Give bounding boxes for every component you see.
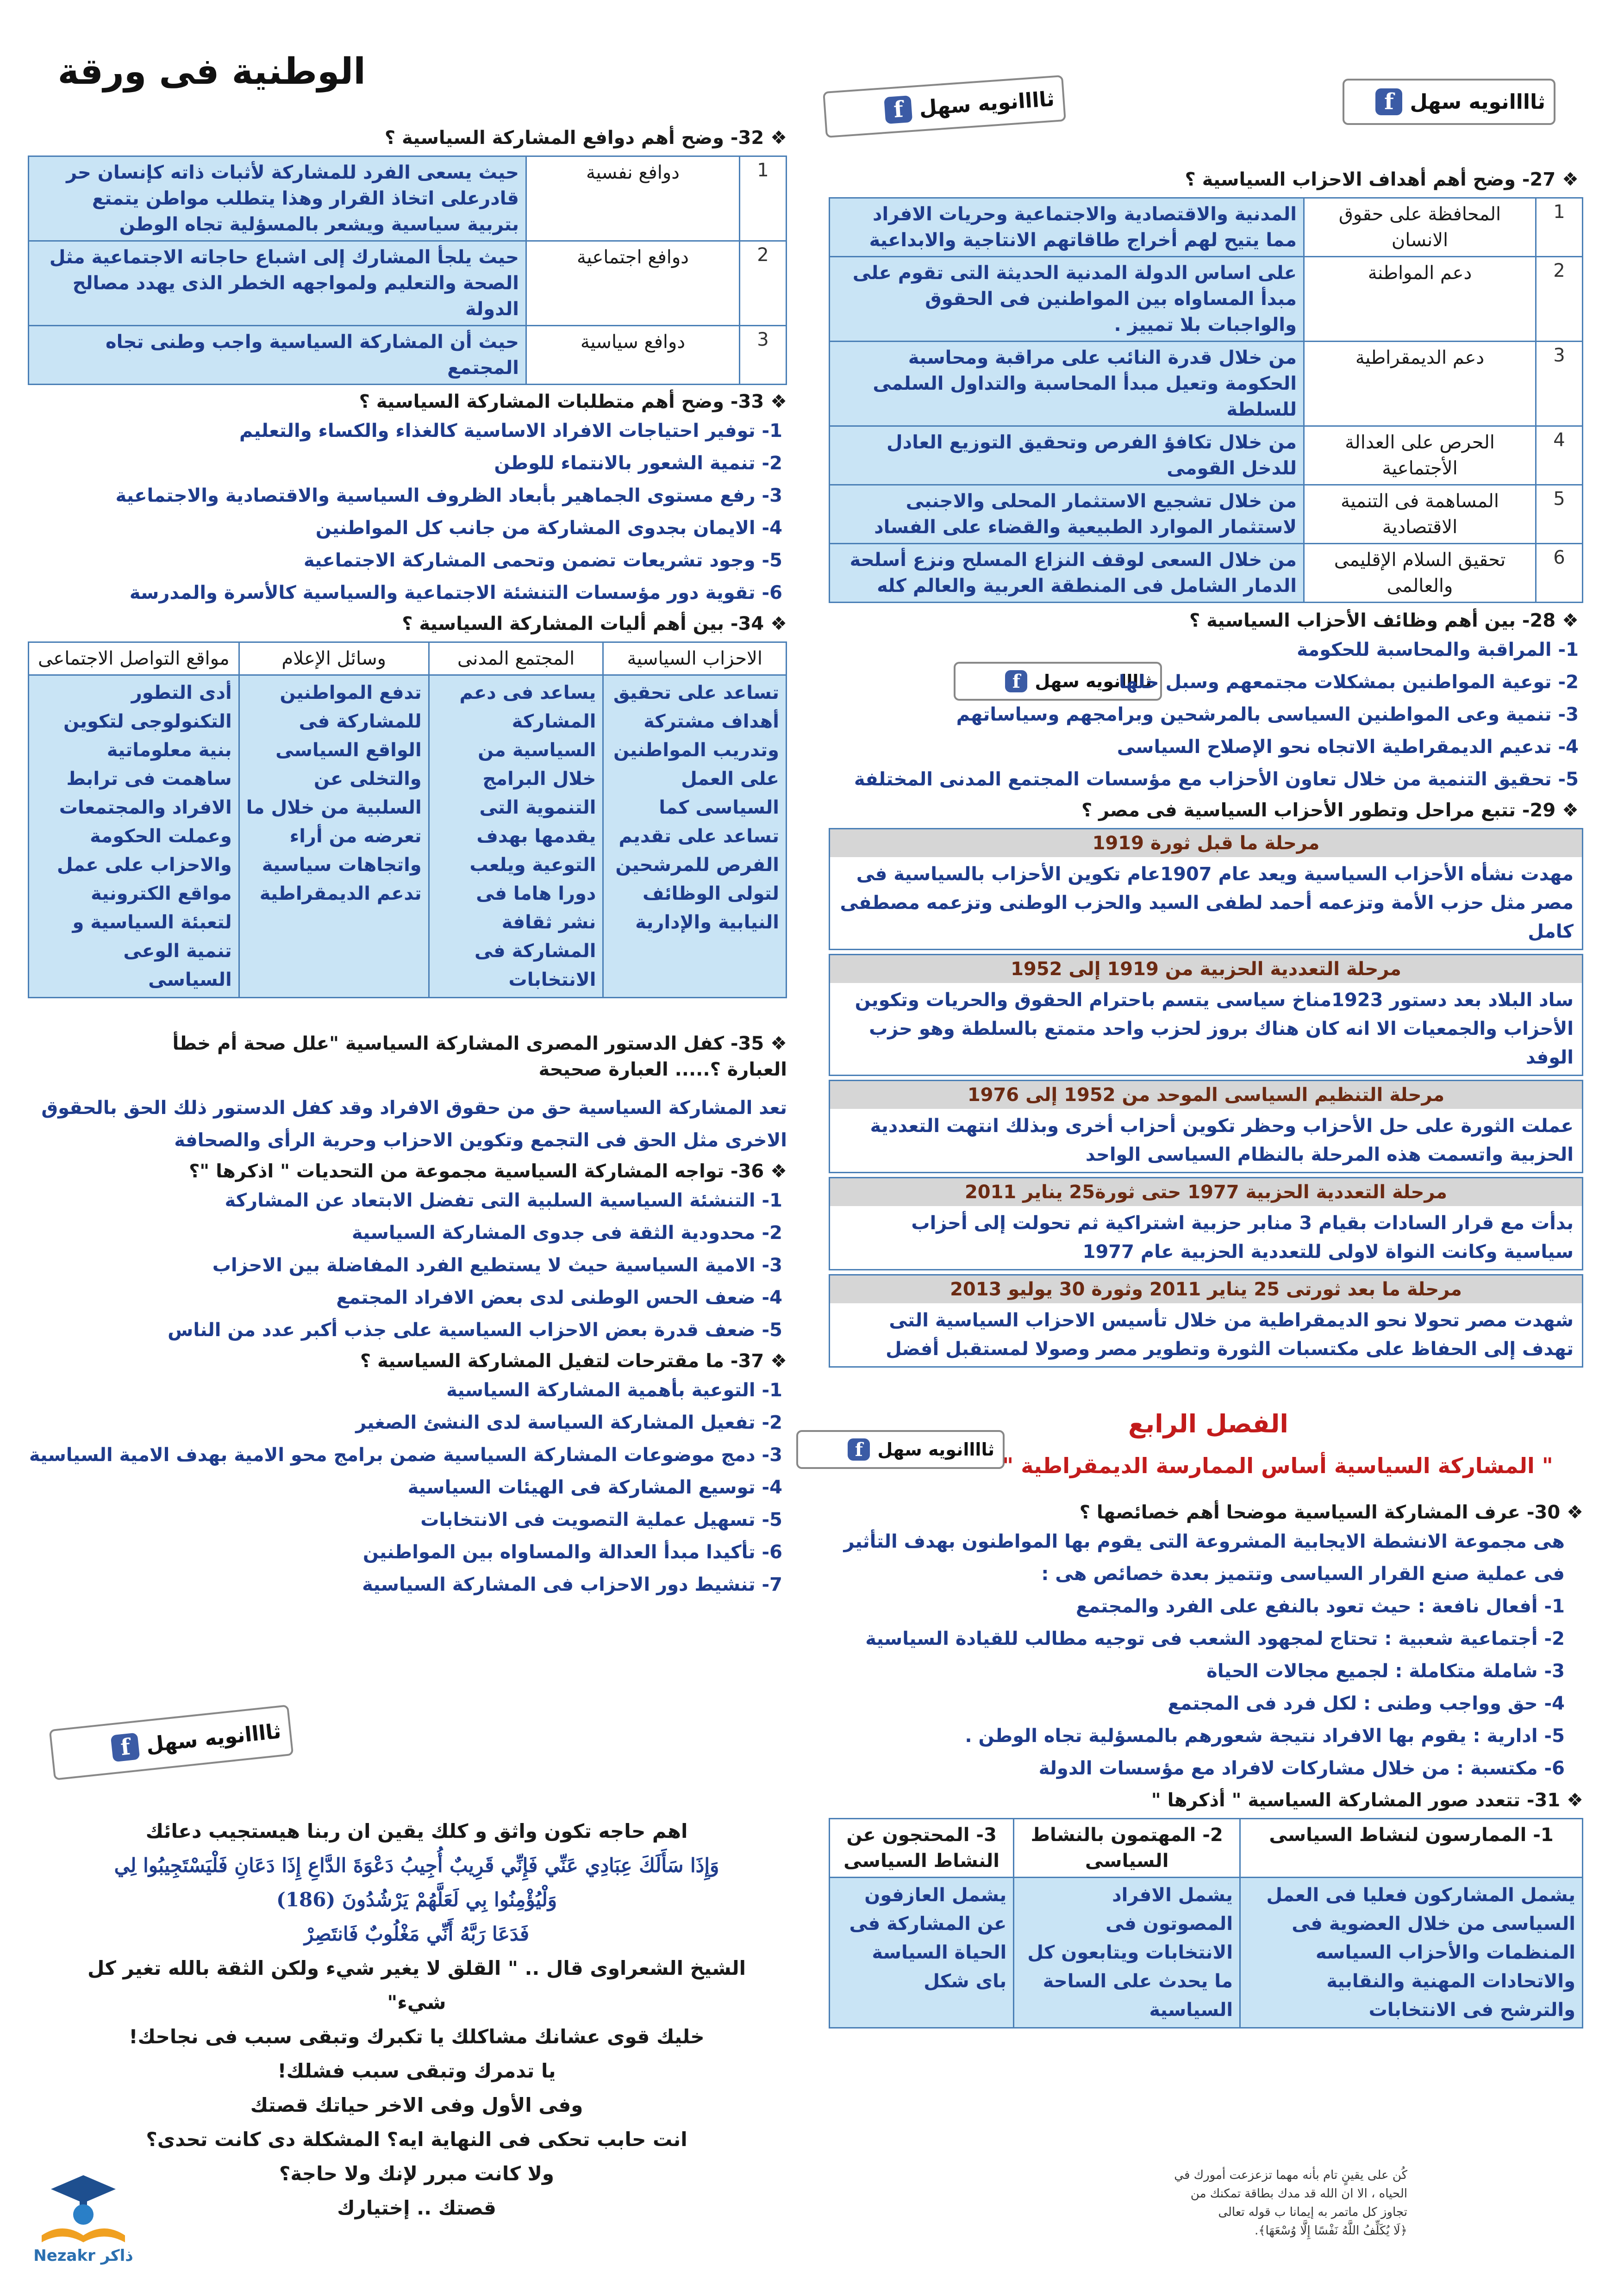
stage-box	[829, 1274, 1583, 1368]
table-row	[830, 198, 1583, 257]
list-item: 2- أجتماعية شعبية : تحتاج لمجهود الشعب فى توجيه مطالب للقيادة السياسية	[865, 1628, 1565, 1649]
row-number: 2	[1536, 257, 1583, 342]
verse-line: فَدَعَا رَبَّهُ أَنِّي مَغْلُوبٌ فَانتَصِرْ	[304, 1923, 530, 1945]
list-item: 4- الايمان بجدوى المشاركة من جانب كل المواطنين	[315, 517, 782, 539]
q28-list	[829, 634, 1583, 796]
column-header: المجتمع المدنى	[429, 642, 603, 675]
list-item: 3- تنمية وعى المواطنين السياسى بالمرشحين وبرامجهم وسياساتهم	[956, 704, 1579, 725]
closing-line: ولا كانت مبرر لإنك ولا حاجة؟	[279, 2162, 555, 2185]
closing-line: اهم حاجه تكون واثق و كلك يقين ان ربنا هيستجيب دعائك	[145, 1820, 688, 1842]
brand-badge-text: ثاااانويه سهل	[877, 1439, 994, 1460]
closing-line: وفى الأول وفى الاخر حياتك قصتك	[250, 2094, 583, 2116]
closing-line: خليك قوى عشانك مشاكلك يا تكبرك وتبقى سبب فى نجاحك!	[129, 2025, 705, 2048]
column-header: الاحزاب السياسية	[603, 642, 787, 675]
column-header: 1- الممارسون لنشاط السياسى	[1240, 1819, 1583, 1878]
column-cell: يشمل المشاركون فعليا فى العمل السياسى من خلال العضوية فى المنظمات والأحزاب السياسه والاتحادات المهنية والنقابية والترشح فى الانتخابات	[1240, 1878, 1583, 2028]
facebook-icon: f	[1005, 670, 1027, 692]
column-header: 3- المحتجون عن النشاط السياسى	[830, 1819, 1014, 1878]
column-cell: أدى التطور التكنولوجى لتكوين بنية معلوماتية ساهمت فى ترابط الافراد والمجتمعات وعملت الحكومة والاحزاب على عمل مواقع الكترونية لتعبئة السياسية و تنمية الوعى السياسى	[29, 675, 239, 998]
row-description: حيث يلجأ المشارك إلى اشباع حاجاته الاجتماعية مثل الصحة والتعليم ولمواجهه الخطر الذى يهدد مصالح الدولة	[29, 241, 526, 326]
footer-line: تجاوز كل ماتمر به إيمانا ب قوله تعالى	[1218, 2205, 1407, 2219]
brand-badge-text: ثاااانويه سهل	[1410, 90, 1545, 114]
logo-caption: Nezakr ذاكر	[33, 2246, 133, 2265]
stage-box	[829, 828, 1583, 950]
q27-table	[829, 197, 1583, 603]
stage-text: مهدت نشأه الأحزاب السياسية ويعد عام 1907عام تكوين الأحزاب بالسياسية فى مصر مثل حزب الأمة وتزعمه أحمد لطفى السيد والحزب الوطنى وتزعمه مصطفى كامل	[840, 864, 1574, 942]
column-header: مواقع التواصل الاجتماعى	[29, 642, 239, 675]
row-number: 3	[1536, 342, 1583, 426]
table-row	[830, 342, 1583, 426]
list-item: 7- تنشيط دور الاحزاب فى المشاركة السياسية	[362, 1574, 782, 1595]
q36-list	[28, 1184, 787, 1346]
column-cell: يشمل الافراد المصوتون فى الانتخابات ويتابعون كل ما يحدث على الساحة السياسية	[1014, 1878, 1240, 2028]
list-item: 2- تنمية الشعور بالانتماء للوطن	[494, 453, 782, 474]
closing-lines	[69, 2020, 764, 2225]
stage-text: ساد البلاد بعد دستور 1923مناخ سياسى يتسم باحترام الحقوق والحريات وتكوين الأحزاب والجمعيات الا انه كان هناك بروز لحزب واحد متمتع بالسلطة وهو حزب الوفد	[855, 989, 1574, 1068]
list-item: 1- أفعال نافعة : حيث تعود بالنفع على الفرد والمجتمع	[1075, 1596, 1565, 1617]
verse-line: وَلْيُؤْمِنُوا بِي لَعَلَّهُمْ يَرْشُدُونَ (186)	[276, 1888, 557, 1911]
list-item: 4- توسيع المشاركة فى الهيئات السياسية	[407, 1477, 782, 1498]
q29-title: ❖ 29- تتبع مراحل وتطور الأحزاب السياسية فى مصر ؟	[1081, 800, 1579, 821]
row-description: من خلال تشجيع الاستثمار المحلى والاجنبى لاستثمار الموارد الطبيعية والقضاء على الفساد	[830, 485, 1304, 544]
column-cell: يساعد فى دعم المشاركة السياسية من خلال البرامج التنموية التى يقدمها بهدف التوعية ويلعب دورا هاما فى نشر ثقافة المشاركة فى الانتخابات	[429, 675, 603, 998]
list-item: 5- ضعف قدرة بعض الاحزاب السياسية على جذب أكبر عدد من الناس	[168, 1319, 782, 1341]
list-item: 3- الامية السياسية حيث لا يستطيع الفرد المفاضلة بين الاحزاب	[212, 1255, 782, 1276]
list-item: 5- وجود تشريعات تضمن وتحمى المشاركة الاجتماعية	[303, 550, 782, 571]
footer-line: الحياه ، الا ان الله قد مدك بطاقة تمكنك من	[1190, 2187, 1407, 2201]
chapter-subtitle: " المشاركة السياسية أساس الممارسة الديمقراطية "	[1002, 1453, 1553, 1478]
row-number: 4	[1536, 426, 1583, 485]
stage-text: عملت الثورة على حل الأحزاب وحظر تكوين أحزاب أخرى وبذلك انتهت التعددية الحزبية واتسمت هذه المرحلة بالنظام السياسى الواحد	[870, 1115, 1574, 1165]
facebook-icon: f	[848, 1438, 870, 1461]
row-title: دعم المواطنة	[1304, 257, 1536, 342]
stage-heading: مرحلة التنظيم السياسى الموحد من 1952 إلى 1976	[830, 1081, 1582, 1109]
list-item: 6- تقوية دور مؤسسات التنشئة الاجتماعية والسياسية كالأسرة والمدرسة	[129, 582, 782, 604]
q35-title: ❖ 35- كفل الدستور المصرى المشاركة السياسية "علل صحة أم خطأ العبارة ؟..... العبارة صحيحة	[172, 1033, 787, 1080]
facebook-icon: f	[1375, 88, 1402, 115]
chapter-title: الفصل الرابع	[1128, 1409, 1288, 1438]
brand-badge-text: ثاااانويه سهل	[918, 87, 1056, 120]
q29-stages	[829, 828, 1583, 1368]
footer-line: كُن على يقينٍ تام بأنه مهما تزعزعت أمورك في	[1174, 2168, 1407, 2182]
table-row	[830, 257, 1583, 342]
left-column	[28, 125, 787, 1601]
book-graduate-icon	[28, 2166, 139, 2245]
q33-list	[28, 415, 787, 609]
list-item: 5- تحقيق التنمية من خلال تعاون الأحزاب مع مؤسسات المجتمع المدنى المختلفة	[854, 769, 1579, 790]
right-column	[829, 167, 1583, 1371]
list-item: 2- توعية المواطنين بمشكلات مجتمعهم وسبل حلها	[1119, 672, 1579, 693]
row-description: من خلال السعى لوقف النزاع المسلح ونزع أسلحة الدمار الشامل فى المنطقة العربية والعالم كله	[830, 544, 1304, 603]
q32-title: ❖ 32- وضح أهم دوافع المشاركة السياسية ؟	[384, 127, 787, 149]
list-item: 6- مكتسبة : من خلال مشاركات لافراد مع مؤسسات الدولة	[1038, 1758, 1565, 1779]
column-cell: تدفع المواطنين للمشاركة فى الواقع السياسى والتخلى عن السلبية من خلال ما تعرضه من أراء واتجاهات سياسية تدعم الديمقراطية	[239, 675, 429, 998]
row-description: على اساس الدولة المدنية الحديثة التى تقوم على مبدأ المساواه بين المواطنين فى الحقوق والواجبات بلا تمييز .	[830, 257, 1304, 342]
q31-title: ❖ 31- تتعدد صور المشاركة السياسية " أذكرها "	[1151, 1790, 1583, 1811]
list-item: 2- تفعيل المشاركة السياسة لدى النشئ الصغير	[356, 1412, 782, 1433]
stage-box	[829, 1080, 1583, 1173]
q34-title: ❖ 34- بين أهم أليات المشاركة السياسية ؟	[402, 613, 787, 635]
table-row	[29, 241, 787, 326]
list-item: 4- حق وواجب وطنى : لكل فرد فى المجتمع	[1168, 1693, 1565, 1714]
brand-badge-text: ثاااانويه سهل	[1035, 671, 1152, 691]
stage-heading: مرحلة ما بعد ثورتى 25 يناير 2011 وثورة 30 يوليو 2013	[830, 1276, 1582, 1303]
row-description: حيث أن المشاركة السياسية واجب وطنى تجاه المجتمع	[29, 326, 526, 385]
row-number: 1	[1536, 198, 1583, 257]
footer-note	[1056, 2166, 1407, 2240]
row-number: 6	[1536, 544, 1583, 603]
list-item: 4- تدعيم الديمقراطية الاتجاه نحو الإصلاح السياسى	[1117, 736, 1579, 758]
row-title: المحافظة على حقوق الانسان	[1304, 198, 1536, 257]
footer-line: ﴿لَا يُكَلِّفُ اللَّهُ نَفْسًا إِلَّا وُسْعَهَا﴾.	[1254, 2224, 1407, 2238]
facebook-icon: f	[884, 95, 913, 124]
row-number: 1	[740, 156, 787, 241]
q27-title: ❖ 27- وضح أهم أهداف الاحزاب السياسية ؟	[1185, 169, 1579, 190]
row-number: 2	[740, 241, 787, 326]
list-item: 6- تأكيدا مبدأ العدالة والمساواه بين المواطنين	[362, 1542, 782, 1563]
list-item: 1- توفير احتياجات الافراد الاساسية كالغذاء والكساء والتعليم	[239, 420, 782, 442]
row-title: الحرص على العدالة الأجتماعية	[1304, 426, 1536, 485]
table-row	[29, 326, 787, 385]
row-title: دوافع نفسية	[526, 156, 740, 241]
row-description: المدنية والاقتصادية والاجتماعية وحريات الافراد مما يتيح لهم أخراج طاقاتهم الانتاجية والابداعية	[830, 198, 1304, 257]
list-item: 3- دمج موضوعات المشاركة السياسية ضمن برامج محو الامية بهدف الامية السياسية	[29, 1444, 782, 1466]
nezakr-logo	[28, 2166, 139, 2277]
q30-section	[829, 1500, 1583, 2028]
table-row	[830, 426, 1583, 485]
page-title: الوطنية فى ورقة	[57, 51, 366, 93]
row-description: من خلال قدرة النائب على مراقبة ومحاسبة الحكومة وتعيل مبدأ المحاسبة والتداول السلمى للسلطة	[830, 342, 1304, 426]
list-item: 2- محدودية الثقة فى جدوى المشاركة السياسية	[351, 1222, 782, 1244]
brand-badge	[823, 75, 1066, 138]
brand-badge	[49, 1705, 294, 1780]
closing-block	[69, 1814, 764, 2225]
column-cell: يشمل العازفون عن المشاركة فى الحياة السياسة باى شكل	[830, 1878, 1014, 2028]
closing-line: انت حابب تحكى فى النهاية ايه؟ المشكلة دى كانت تحدى؟	[146, 2128, 687, 2151]
list-item: 1- التنشئة السياسية السلبية التى تفضل الابتعاد عن المشاركة	[225, 1190, 782, 1211]
row-title: دعم الديمقراطية	[1304, 342, 1536, 426]
column-header: 2- المهتمون بالنشاط السياسى	[1014, 1819, 1240, 1878]
q31-table	[829, 1818, 1583, 2028]
stage-text: شهدت مصر تحولا نحو الديمقراطية من خلال تأسيس الاحزاب السياسية التى تهدف إلى الحفاظ على مكتسبات الثورة وتطوير مصر وصولا لمستقبل أفضل	[886, 1310, 1574, 1360]
list-item: 4- ضعف الحس الوطنى لدى بعض الافراد المجتمع	[336, 1287, 782, 1308]
list-item: 3- شاملة متكاملة : لجميع مجالات الحياة	[1206, 1661, 1565, 1682]
stage-heading: مرحلة التعددية الحزبية 1977 حتى ثورة25 يناير 2011	[830, 1178, 1582, 1206]
row-description: حيث يسعى الفرد للمشاركة لأثبات ذاته كإنسان حر قادرعلى اتخاذ القرار وهذا يتطلب مواطن يتمتع بتربية سياسية ويشعر بالمسؤلية تجاه الوطن	[29, 156, 526, 241]
row-number: 5	[1536, 485, 1583, 544]
stage-heading: مرحلة ما قبل ثورة 1919	[830, 829, 1582, 857]
stage-box	[829, 1177, 1583, 1270]
row-number: 3	[740, 326, 787, 385]
list-item: 1- التوعية بأهمية المشاركة السياسية	[446, 1380, 782, 1401]
row-title: تحقيق السلام الإقليمى والعالمى	[1304, 544, 1536, 603]
q28-title: ❖ 28- بين أهم وظائف الأحزاب السياسية ؟	[1189, 610, 1579, 631]
row-description: من خلال تكافؤ الفرص وتحقيق التوزيع العادل للدخل القومى	[830, 426, 1304, 485]
list-item: 3- رفع مستوى الجماهير بأبعاد الظروف السياسية والاقتصادية والاجتماعية	[115, 485, 782, 506]
table-row	[830, 544, 1583, 603]
verse-line: وَإِذَا سَأَلَكَ عِبَادِي عَنِّي فَإِنِّي قَرِيبٌ أُجِيبُ دَعْوَةَ الدَّاعِ إِذَا دَعَانِ فَلْيَسْتَجِيبُوا لِي	[114, 1854, 719, 1877]
stage-text: بدأت مع قرار السادات بقيام 3 منابر حزبية اشتراكية ثم تحولت إلى أحزاب سياسية وكانت النواة لاولى للتعددية الحزبية عام 1977	[911, 1213, 1574, 1263]
table-row	[830, 485, 1583, 544]
column-cell: تساعد على تحقيق أهداف مشتركة وتدريب المواطنين على العمل السياسى كما تساعد على تقديم الفرص للمرشحين لتولى الوظائف النيابية والإدارية	[603, 675, 787, 998]
closing-line: يا تدمرك وتبقى سبب فشلك!	[277, 2060, 556, 2082]
list-item: 5- تسهيل عملية التصويت فى الانتخابات	[420, 1509, 782, 1531]
brand-badge-text: ثاااانويه سهل	[145, 1719, 282, 1757]
q35-answer: تعد المشاركة السياسية حق من حقوق الافراد وقد كفل الدستور ذلك الحق بالحقوق الاخرى مثل الحق فى التجمع وتكوين الاحزاب وحرية الرأى والصحافة	[41, 1097, 787, 1151]
facebook-icon: f	[111, 1733, 140, 1762]
list-item: 1- المراقبة والمحاسبة للحكومة	[1297, 639, 1579, 660]
q37-title: ❖ 37- ما مقترحات لتفيل المشاركة السياسية ؟	[360, 1350, 787, 1372]
q33-title: ❖ 33- وضح أهم متطلبات المشاركة السياسية ؟	[359, 391, 787, 412]
column-header: وسائل الإعلام	[239, 642, 429, 675]
brand-badge	[1343, 79, 1555, 125]
row-title: دوافع اجتماعية	[526, 241, 740, 326]
q30-intro: هى مجموعة الانشطة الايجابية المشروعة التى يقوم بها المواطنون بهدف التأثير فى عملية صنع القرار السياسى وتتميز بعدة خصائص هى :	[843, 1531, 1565, 1585]
q34-table	[28, 641, 787, 998]
closing-line: قصتك .. إختيارك	[337, 2196, 496, 2219]
q30-title: ❖ 30- عرف المشاركة السياسية موضحا أهم خصائصها ؟	[1079, 1502, 1583, 1523]
row-title: المساهمة فى التنمية الاقتصادية	[1304, 485, 1536, 544]
list-item: 5- ادارية : يقوم بها الافراد نتيجة شعورهم بالمسؤلية تجاه الوطن .	[965, 1725, 1565, 1747]
q32-table	[28, 156, 787, 385]
q36-title: ❖ 36- تواجه المشاركة السياسية مجموعة من التحديات " اذكرها "؟	[189, 1161, 787, 1182]
q30-list	[829, 1590, 1583, 1785]
row-title: دوافع سياسية	[526, 326, 740, 385]
shaarawy-quote: الشيخ الشعراوى قال .. " القلق لا يغير شيء ولكن الثقة بالله تغير كل شيء"	[87, 1957, 746, 2014]
q37-list	[28, 1374, 787, 1601]
stage-box	[829, 954, 1583, 1076]
table-row	[29, 156, 787, 241]
stage-heading: مرحلة التعددية الحزبية من 1919 إلى 1952	[830, 955, 1582, 983]
